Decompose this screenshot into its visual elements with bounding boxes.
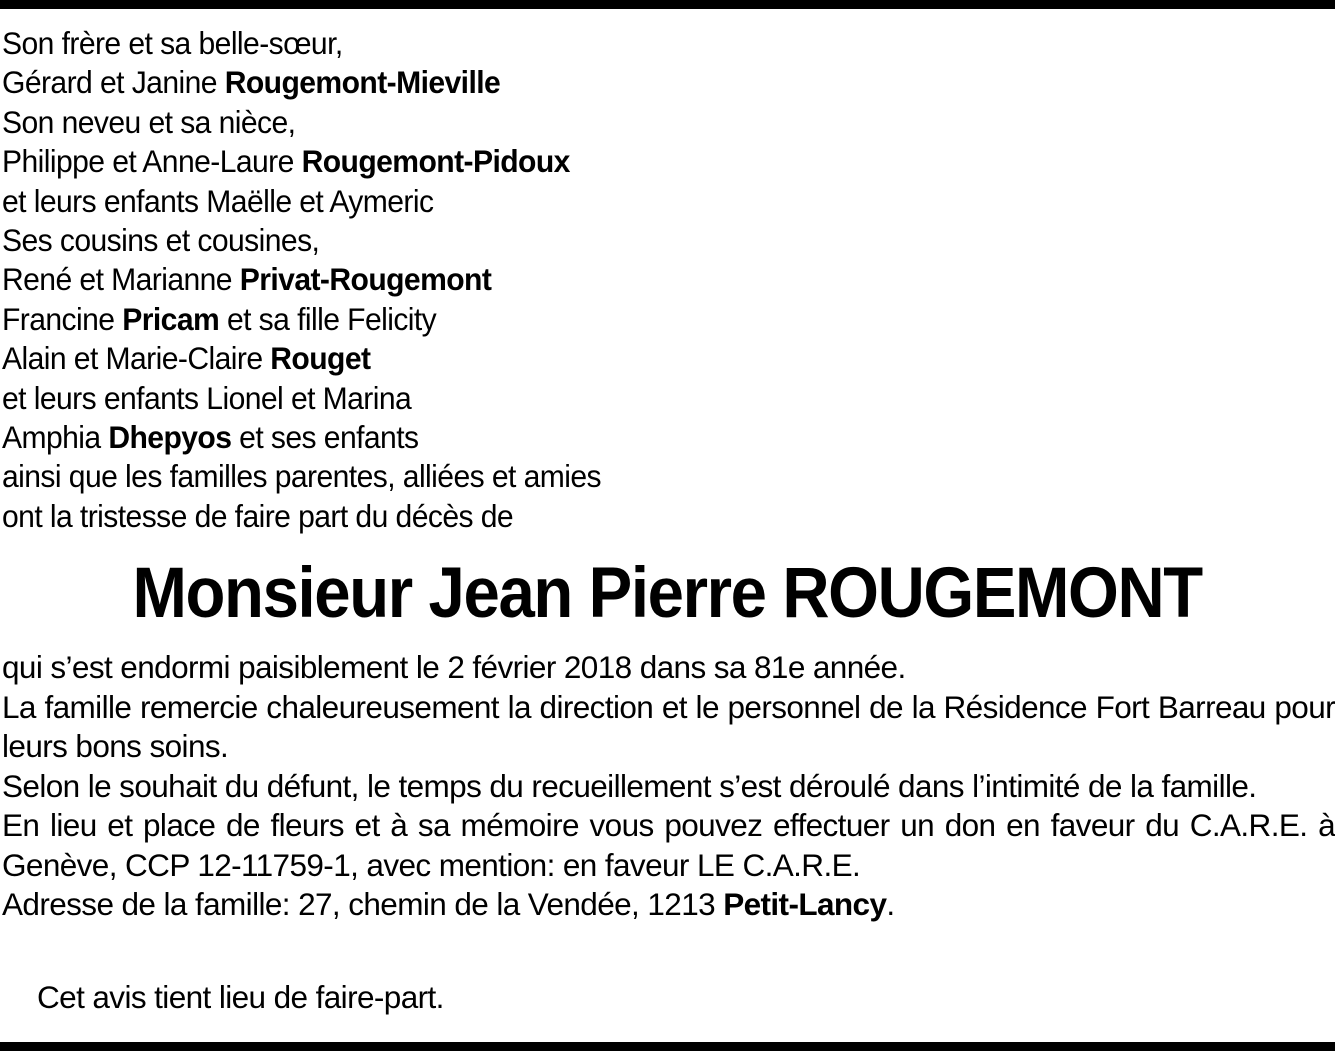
family-line: Philippe et Anne-Laure Rougemont-Pidoux bbox=[2, 143, 570, 180]
deceased-name-heading bbox=[0, 552, 1335, 636]
bottom-rule bbox=[0, 1042, 1335, 1051]
body-paragraph: Selon le souhait du défunt, le temps du recueillement s’est déroulé dans l’intimité de la famille. bbox=[2, 767, 1257, 804]
family-line: Son neveu et sa nièce, bbox=[2, 103, 296, 140]
top-rule bbox=[0, 0, 1335, 9]
family-line: ainsi que les familles parentes, alliées et amies bbox=[2, 458, 601, 495]
family-line: Gérard et Janine Rougemont-Mieville bbox=[2, 64, 501, 101]
family-line: ont la tristesse de faire part du décès de bbox=[2, 497, 514, 534]
body-paragraph: qui s’est endormi paisiblement le 2 février 2018 dans sa 81e année. bbox=[2, 649, 906, 685]
family-line: Amphia Dhepyos et ses enfants bbox=[2, 418, 419, 455]
body-paragraph: En lieu et place de fleurs et à sa mémoire vous pouvez effectuer un don en faveur du C.A.R.E. à Genève, CCP 12-11759-1, avec mention: en faveur LE C.A.R.E. bbox=[2, 807, 1335, 883]
family-line: et leurs enfants Lionel et Marina bbox=[2, 379, 412, 416]
family-line: et leurs enfants Maëlle et Aymeric bbox=[2, 182, 434, 219]
body-paragraph: La famille remercie chaleureusement la direction et le personnel de la Résidence Fort Barreau pour leurs bons soins. bbox=[2, 688, 1335, 764]
family-announcement-block bbox=[2, 24, 1272, 536]
family-address: Adresse de la famille: 27, chemin de la Vendée, 1213 Petit-Lancy. bbox=[2, 886, 895, 922]
footer-note: Cet avis tient lieu de faire-part. bbox=[37, 979, 444, 1015]
deceased-name: Monsieur Jean Pierre ROUGEMONT bbox=[132, 554, 1203, 633]
family-line: René et Marianne Privat-Rougemont bbox=[2, 261, 492, 298]
family-line: Ses cousins et cousines, bbox=[2, 221, 320, 258]
family-line: Son frère et sa belle-sœur, bbox=[2, 25, 343, 61]
family-line: Alain et Marie-Claire Rouget bbox=[2, 340, 371, 377]
announcement-body bbox=[2, 648, 1335, 925]
family-line: Francine Pricam et sa fille Felicity bbox=[2, 300, 437, 337]
